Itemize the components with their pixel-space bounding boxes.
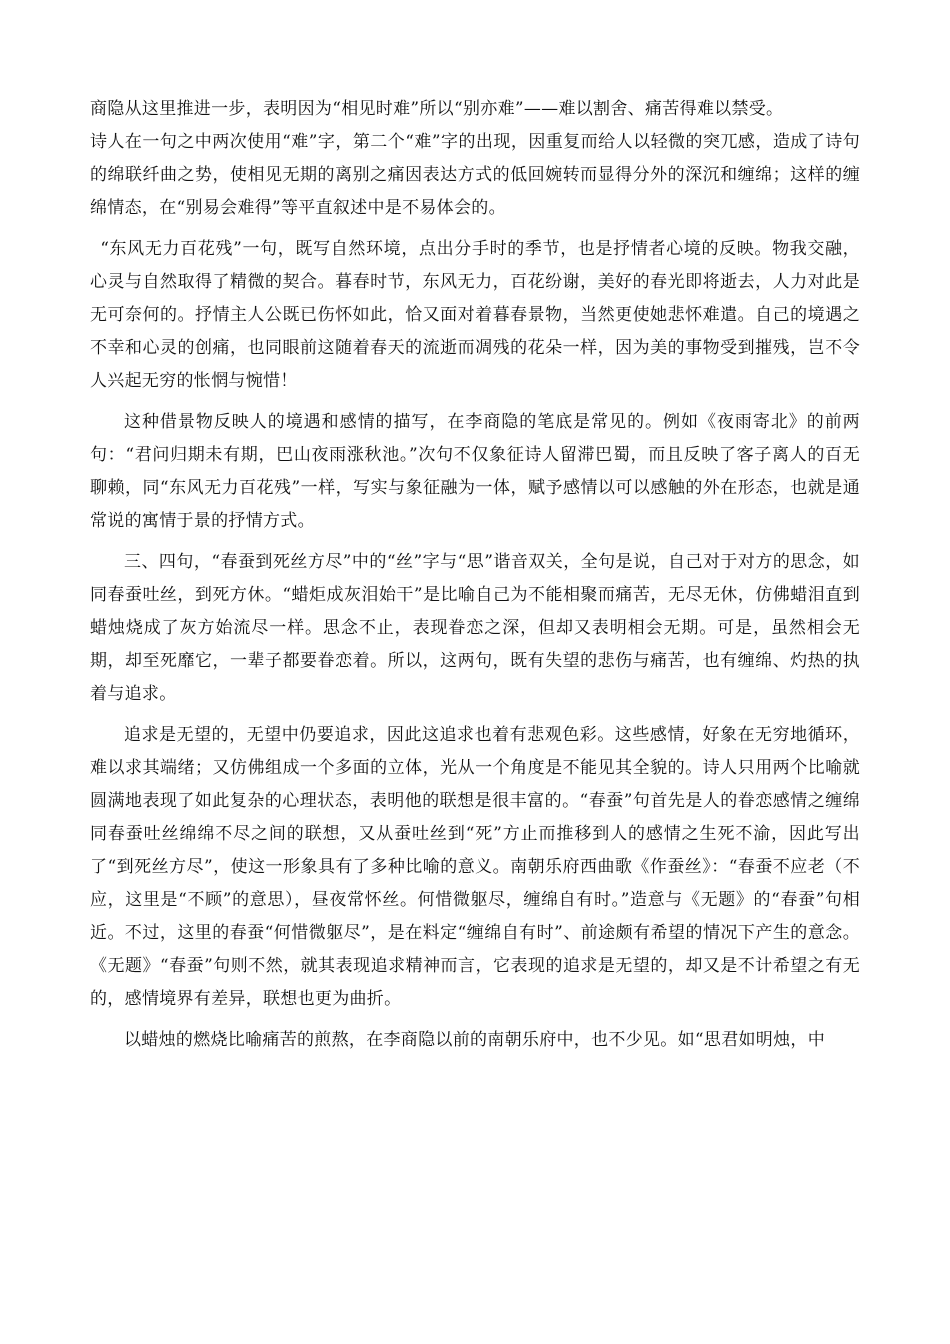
paragraph-6: 追求是无望的，无望中仍要追求，因此这追求也着有悲观色彩。这些感情，好象在无穷地循环，难以求其端绪；又仿佛组成一个多面的立体，光从一个角度是不能见其全貌的。诗人只用两个比喻就圆满地表现了如此复杂的心理状态，表明他的联想是很丰富的。“春蚕”句首先是人的眷恋感情之缠绵同春蚕吐丝绵绵不尽之间的联想，又从蚕吐丝到“死”方止而推移到人的感情之生死不渝，因此写出了“到死丝方尽”，使这一形象具有了多种比喻的意义。南朝乐府西曲歌《作蚕丝》：“春蚕不应老（不应，这里是“不顾”的意思），昼夜常怀丝。何惜微躯尽，缠绵自有时。”造意与《无题》的“春蚕”句相近。不过，这里的春蚕“何惜微躯尽”，是在料定“缠绵自有时”、前途颇有希望的情况下产生的意念。《无题》“春蚕”句则不然，就其表现追求精神而言，它表现的追求是无望的，却又是不计希望之有无的，感情境界有差异，联想也更为曲折。	[90, 725, 860, 1009]
paragraph-4: 这种借景物反映人的境遇和感情的描写，在李商隐的笔底是常见的。例如《夜雨寄北》的前两句：“君问归期未有期，巴山夜雨涨秋池。”次句不仅象征诗人留滞巴蜀，而且反映了客子离人的百无聊赖，同“东风无力百花残”一样，写实与象征融为一体，赋予感情以可以感触的外在形态，也就是通常说的寓情于景的抒情方式。	[90, 412, 860, 531]
paragraph-7: 以蜡烛的燃烧比喻痛苦的煎熬，在李商隐以前的南朝乐府中，也不少见。如“思君如明烛，中	[124, 1030, 825, 1050]
paragraph-1: 商隐从这里推进一步，表明因为“相见时难”所以“别亦难”——难以割舍、痛苦得难以禁受。	[90, 99, 784, 119]
paragraph-3: “东风无力百花残”一句，既写自然环境，点出分手时的季节，也是抒情者心境的反映。物我交融，心灵与自然取得了精微的契合。暮春时节，东风无力，百花纷谢，美好的春光即将逝去，人力对此是无可奈何的。抒情主人公既已伤怀如此，恰又面对着暮春景物，当然更使她悲怀难遣。自己的境遇之不幸和心灵的创痛，也同眼前这随着春天的流逝而凋残的花朵一样，因为美的事物受到摧残，岂不令人兴起无穷的怅惘与惋惜！	[90, 239, 860, 391]
paragraph-5: 三、四句，“春蚕到死丝方尽”中的“丝”字与“思”谐音双关，全句是说，自己对于对方的思念，如同春蚕吐丝，到死方休。“蜡炬成灰泪始干”是比喻自己为不能相聚而痛苦，无尽无休，仿佛蜡泪直到蜡烛烧成了灰方始流尽一样。思念不止，表现眷恋之深，但却又表明相会无期。可是，虽然相会无期，却至死靡它，一辈子都要眷恋着。所以，这两句，既有失望的悲伤与痛苦，也有缠绵、灼热的执着与追求。	[90, 552, 860, 704]
body-text	[90, 93, 860, 1057]
paragraph-2: 诗人在一句之中两次使用“难”字，第二个“难”字的出现，因重复而给人以轻微的突兀感，造成了诗句的绵联纤曲之势，使相见无期的离别之痛因表达方式的低回婉转而显得分外的深沉和缠绵；这样的缠绵情态，在“别易会难得”等平直叙述中是不易体会的。	[90, 132, 860, 218]
